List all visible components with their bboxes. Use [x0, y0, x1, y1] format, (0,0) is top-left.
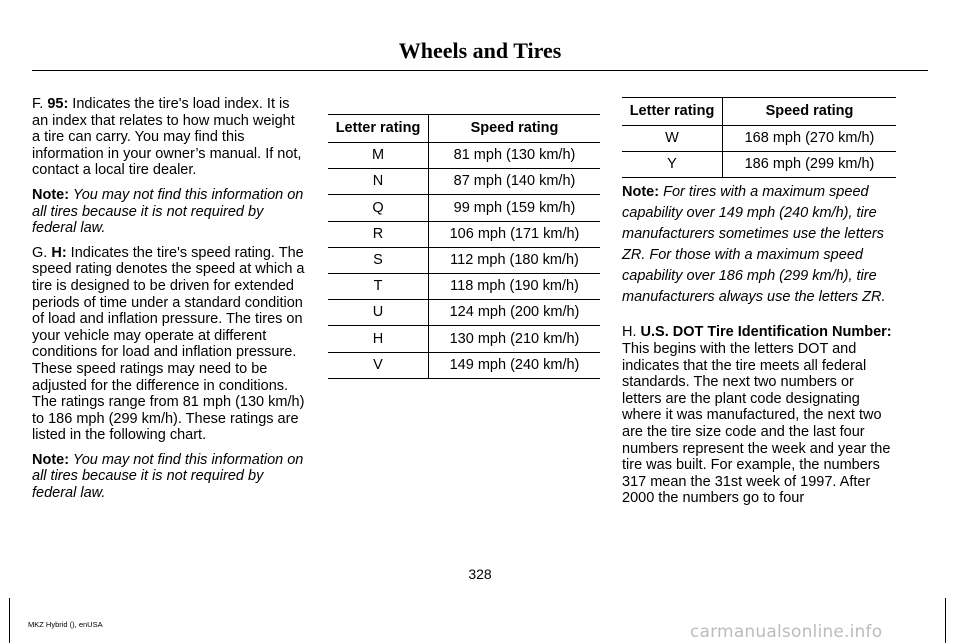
table-row	[328, 352, 600, 378]
letter-rating-cell: U	[328, 300, 429, 326]
table-row	[328, 326, 600, 352]
item-prefix: G.	[32, 244, 52, 261]
letter-rating-cell: V	[328, 352, 429, 378]
column-right	[622, 97, 896, 515]
letter-rating-cell: N	[328, 169, 429, 195]
note-label: Note:	[622, 184, 660, 201]
speed-rating-cell: 149 mph (240 km/h)	[429, 352, 601, 378]
letter-rating-cell: S	[328, 247, 429, 273]
header-letter-rating: Letter rating	[328, 115, 429, 143]
table-row	[328, 273, 600, 299]
header-letter-rating: Letter rating	[622, 98, 723, 126]
speed-rating-cell: 81 mph (130 km/h)	[429, 143, 601, 169]
table-row	[328, 300, 600, 326]
header-rule	[32, 70, 928, 71]
table-row	[622, 126, 896, 152]
item-text: Indicates the tire's load index. It is an index that relates to how much weight a tire can carry. You may find this information in your owner’s manual. If not, contact a local tire dealer.	[32, 96, 302, 179]
column-left	[32, 96, 306, 510]
table-row	[328, 169, 600, 195]
item-prefix: H.	[622, 324, 641, 341]
letter-rating-cell: T	[328, 273, 429, 299]
watermark: carmanualsonline.info	[690, 622, 883, 642]
speed-rating-cell: 99 mph (159 km/h)	[429, 195, 601, 221]
item-code: 95:	[47, 96, 69, 112]
speed-rating-cell: 168 mph (270 km/h)	[723, 126, 897, 152]
speed-rating-cell: 112 mph (180 km/h)	[429, 247, 601, 273]
paragraph-h	[622, 324, 896, 507]
note-1	[32, 187, 306, 237]
speed-rating-cell: 118 mph (190 km/h)	[429, 273, 601, 299]
table-header-row	[328, 115, 600, 143]
crop-mark-left	[9, 598, 10, 643]
note-text: You may not find this information on all tires because it is not required by federal law.	[32, 186, 304, 237]
footer-edition: MKZ Hybrid (), enUSA	[28, 620, 103, 629]
paragraph-f	[32, 96, 306, 179]
letter-rating-cell: R	[328, 221, 429, 247]
letter-rating-cell: M	[328, 143, 429, 169]
table-row	[328, 221, 600, 247]
note-text: You may not find this information on all tires because it is not required by federal law.	[32, 451, 304, 502]
table-row	[622, 152, 896, 178]
item-text: This begins with the letters DOT and indicates that the tire meets all federal standards. The next two numbers or letters are the plant code designating where it was manufactured, the next two are the tire size code and the last four numbers represent the week and year the tire was built. For example, the numbers 317 mean the 31st week of 1997. After 2000 the numbers go to four	[622, 340, 891, 507]
speed-rating-cell: 106 mph (171 km/h)	[429, 221, 601, 247]
table-row	[328, 143, 600, 169]
speed-rating-cell: 186 mph (299 km/h)	[723, 152, 897, 178]
table-row	[328, 247, 600, 273]
item-prefix: F.	[32, 96, 48, 112]
note-label: Note:	[32, 451, 70, 468]
column-middle	[328, 114, 600, 379]
speed-rating-table	[328, 114, 600, 379]
speed-rating-cell: 124 mph (200 km/h)	[429, 300, 601, 326]
letter-rating-cell: Y	[622, 152, 723, 178]
crop-mark-right	[945, 598, 946, 643]
letter-rating-cell: Q	[328, 195, 429, 221]
item-code: H:	[51, 244, 67, 261]
header-speed-rating: Speed rating	[429, 115, 601, 143]
note-text: For tires with a maximum speed capability over 149 mph (240 km/h), tire manufacturers sometimes use the letters ZR. For those with a maximum speed capability over 186 mph (299 km/h), tire manufacturers always use the letters ZR.	[622, 184, 886, 306]
note-2	[32, 452, 306, 502]
page-header-title: Wheels and Tires	[398, 38, 562, 63]
letter-rating-cell: W	[622, 126, 723, 152]
table-row	[328, 195, 600, 221]
page-number: 328	[468, 566, 492, 582]
table-header-row	[622, 98, 896, 126]
speed-rating-cell: 87 mph (140 km/h)	[429, 169, 601, 195]
letter-rating-cell: H	[328, 326, 429, 352]
header-speed-rating: Speed rating	[723, 98, 897, 126]
item-text: Indicates the tire's speed rating. The speed rating denotes the speed at which a tire is designed to be driven for extended periods of time under a standard condition of load and inflation pressure. The tires on your vehicle may operate at different conditions for load and inflation pressure. These speed ratings may need to be adjusted for the difference in conditions. The ratings range from 81 mph (130 km/h) to 186 mph (299 km/h). These ratings are listed in the following chart.	[32, 244, 305, 444]
note-label: Note:	[32, 186, 70, 203]
item-code: U.S. DOT Tire Identification Number:	[640, 324, 892, 341]
note-3	[622, 182, 896, 308]
paragraph-g	[32, 245, 306, 444]
speed-rating-table-continued	[622, 97, 896, 178]
speed-rating-cell: 130 mph (210 km/h)	[429, 326, 601, 352]
